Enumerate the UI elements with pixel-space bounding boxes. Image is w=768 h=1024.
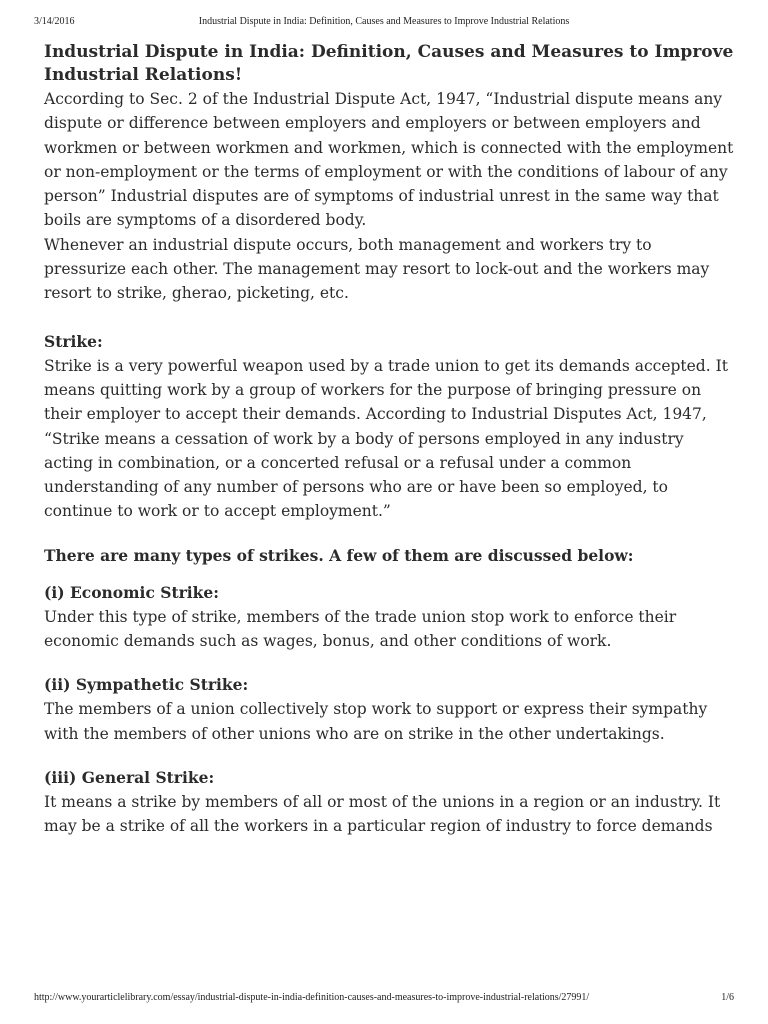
economic-strike-paragraph: Under this type of strike, members of the trade union stop work to enforce their economic demands such as wages, bonus, and other conditions of work. — [44, 607, 677, 651]
print-header — [0, 16, 768, 32]
general-strike-heading: (iii) General Strike: — [44, 767, 215, 787]
sympathetic-strike-heading: (ii) Sympathetic Strike: — [44, 675, 249, 695]
strike-paragraph: Strike is a very powerful weapon used by a trade union to get its demands accepted. It means quitting work by a group of workers for the purpose of bringing pressure on their employer to accept their demands. According to Industrial Disputes Act, 1947, “Strike means a cessation of work by a body of persons employed in any industry acting in combination, or a concerted refusal or a refusal under a common understanding of any number of persons who are or have been so employed, to continue to work or to accept employment.” — [44, 356, 728, 521]
general-strike-paragraph: It means a strike by members of all or most of the unions in a region or an industry. It may be a strike of all the workers in a particular region of industry to force demands — [44, 792, 721, 836]
intro-paragraph: According to Sec. 2 of the Industrial Dispute Act, 1947, “Industrial dispute means any dispute or difference between employers and employers or between employers and workmen or between workmen and workmen, which is connected with the employment or non-employment or the terms of employment or with the conditions of labour of any person” Industrial disputes are of symptoms of industrial unrest in the same way that boils are symptoms of a disordered body. — [44, 90, 734, 230]
dispute-paragraph: Whenever an industrial dispute occurs, both management and workers try to pressurize each other. The management may resort to lock-out and the workers may resort to strike, gherao, picketing, etc. — [44, 235, 710, 303]
print-footer — [0, 992, 768, 1008]
print-page-title: Industrial Dispute in India: Definition, Causes and Measures to Improve Industrial Relations — [198, 16, 570, 27]
source-url: http://www.yourarticlelibrary.com/essay/industrial-dispute-in-india-definition-causes-and-measures-to-improve-industrial-relations/27991/ — [34, 992, 590, 1003]
strike-types-heading: There are many types of strikes. A few of them are discussed below: — [44, 545, 634, 565]
strike-heading: Strike: — [44, 331, 103, 351]
article-title: Industrial Dispute in India: Definition, Causes and Measures to Improve Industrial Relations! — [44, 42, 734, 85]
sympathetic-strike-paragraph: The members of a union collectively stop work to support or express their sympathy with the members of other unions who are on strike in the other undertakings. — [44, 700, 708, 743]
page-number: 1/6 — [721, 992, 734, 1003]
economic-strike-heading: (i) Economic Strike: — [44, 582, 220, 602]
article — [44, 41, 734, 839]
print-date: 3/14/2016 — [34, 16, 75, 27]
